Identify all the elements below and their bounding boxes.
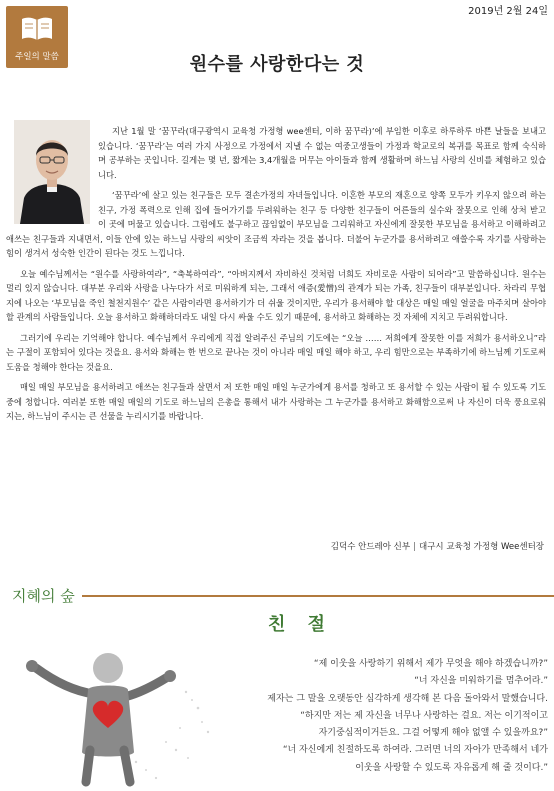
author-name: 김덕수 안드레아 신부 [330,542,411,552]
open-book-icon [21,15,53,43]
article-paragraph: 그러기에 우리는 기억해야 합니다. 예수님께서 우리에게 직접 알려주신 주님의 기도에는 “오늘 …… 저희에게 잘못한 이를 저희가 용서하오니”라는 구절이 포함되어 있다는 것을요. 용서와 화해는 한 번으로 끝나는 것이 아니라 매일 매일 해야 하고, 우리 힘만으로는 부족하기에 하느님께 기도로써 도움을 청해야 한다는 것을요. [6,332,546,372]
article-paragraph: 매일 매일 부모님을 용서하려고 애쓰는 친구들과 살면서 저 또한 매일 매일 누군가에게 용서를 청하고 또 용서할 수 있는 사람이 될 수 있도록 기도 중에 청합니다. 여러분 또한 매일 매일의 기도로 하느님의 은총을 통해서 내가 사랑하는 그 누군가를 용서하고 화해함으로써 나 자신이 더욱 풍요로워지는, 하느님이 주시는 큰 선물을 누리시기를 바랍니다. [6,382,546,421]
article-body [6,124,546,430]
poem-line: “제 이웃을 사랑하기 위해서 제가 무엇을 해야 하겠습니까?” [313,659,548,669]
figure-with-heart-icon [16,632,216,787]
poem-body [196,656,548,777]
article-paragraph: 지난 1월 말 ‘꿈꾸라(대구광역시 교육청 가정형 wee센터, 이하 꿈꾸라)’에 부임한 이후로 하루하루 바쁜 날들을 보내고 있습니다. ‘꿈꾸라’는 여러 가지 사정으로 가정에서 지낼 수 없는 여중고생들이 가정과 학교로의 복귀를 목표로 함께 숙식하며 공부하는 곳입니다. 길게는 몇 년, 짧게는 3,4개월을 머무는 아이들과 함께 생활하며 하느님 사랑의 신비를 체험하고 있습니다. [98,126,546,180]
hugging-figure-illustration [16,632,216,787]
badge-label: 주일의 말씀 [15,52,59,62]
section-divider [82,595,554,597]
article-paragraph: ‘꿈꾸라’에 살고 있는 친구들은 모두 결손가정의 자녀들입니다. 이혼한 부모의 재혼으로 양쪽 모두가 키우지 않으려 하는 친구, 가정 폭력으로 인해 집에 들어가기를 두려워하는 친구 등 다양한 친구들이 어른들의 실수와 잘못으로 인해 상처 받고 이 곳에 머물고 있습니다. 그럼에도 불구하고 끊임없이 부모님을 그리워하고 자신에게 잘못한 부모님을 용서하고 이해하려고 애쓰는 친구들과 지내면서, 이들 안에 있는 하느님 사랑의 씨앗이 조금씩 자라는 것을 봅니다. 더불어 누군가를 용서하려고 애쓸수록 자기를 사랑하는 힘이 생겨서 성숙한 인간이 된다는 것도 느낍니다. [6,190,546,258]
poem-title: 친 절 [268,614,334,635]
author-signature: 김덕수 안드레아 신부 | 대구시 교육청 가정형 Wee센터장 [330,542,544,552]
author-position: 대구시 교육청 가정형 Wee센터장 [418,542,544,552]
section-label: 지혜의 숲 [12,587,75,605]
poem-line: “너 자신에게 친절하도록 하여라. 그러면 너의 자아가 만족해서 네가 [282,745,548,756]
section-header [0,582,554,606]
poem-line: 제자는 그 말을 오랫동안 심각하게 생각해 본 다음 돌아와서 말했습니다. [267,693,548,704]
poem-line: “너 자신을 미워하기를 멈추어라.” [414,676,548,687]
page-title: 원수를 사랑한다는 것 [189,54,365,75]
poem-line: 이웃을 사랑할 수 있도록 자유롭게 해 줄 것이다.” [355,762,548,773]
date-label: 2019년 2월 24일 [468,6,548,17]
poem-line: 자기중심적이거든요. 그걸 어떻게 해야 없앨 수 있을까요?” [318,728,548,739]
poem-line: “하지만 저는 제 자신을 너무나 사랑하는 걸요. 저는 이기적이고 [300,710,548,721]
article-paragraph: 오늘 예수님께서는 “원수를 사랑하여라”, “축복하여라”, “아버지께서 자비하신 것처럼 너희도 자비로운 사람이 되어라”고 말씀하십니다. 원수는 멀리 있지 않습니다. 대부분 우리와 사랑을 나누다가 서로 미워하게 되는, 그래서 애증(愛憎)의 관계가 되는 가족, 친구들이 대부분입니다. 차라리 무협지에 나오는 ‘부모님을 죽인 철천지원수’ 같은 사람이라면 용서하기가 더 쉬울 것이지만, 우리가 용서해야 할 대상은 매일 매일 얼굴을 마주치며 살아야 할 관계의 사람들입니다. 오늘 용서하고 화해하더라도 내일 다시 싸울 수도 있기 때문에, 용서하고 화해하는 것 자체에 지치고 두려워합니다. [6,268,546,322]
